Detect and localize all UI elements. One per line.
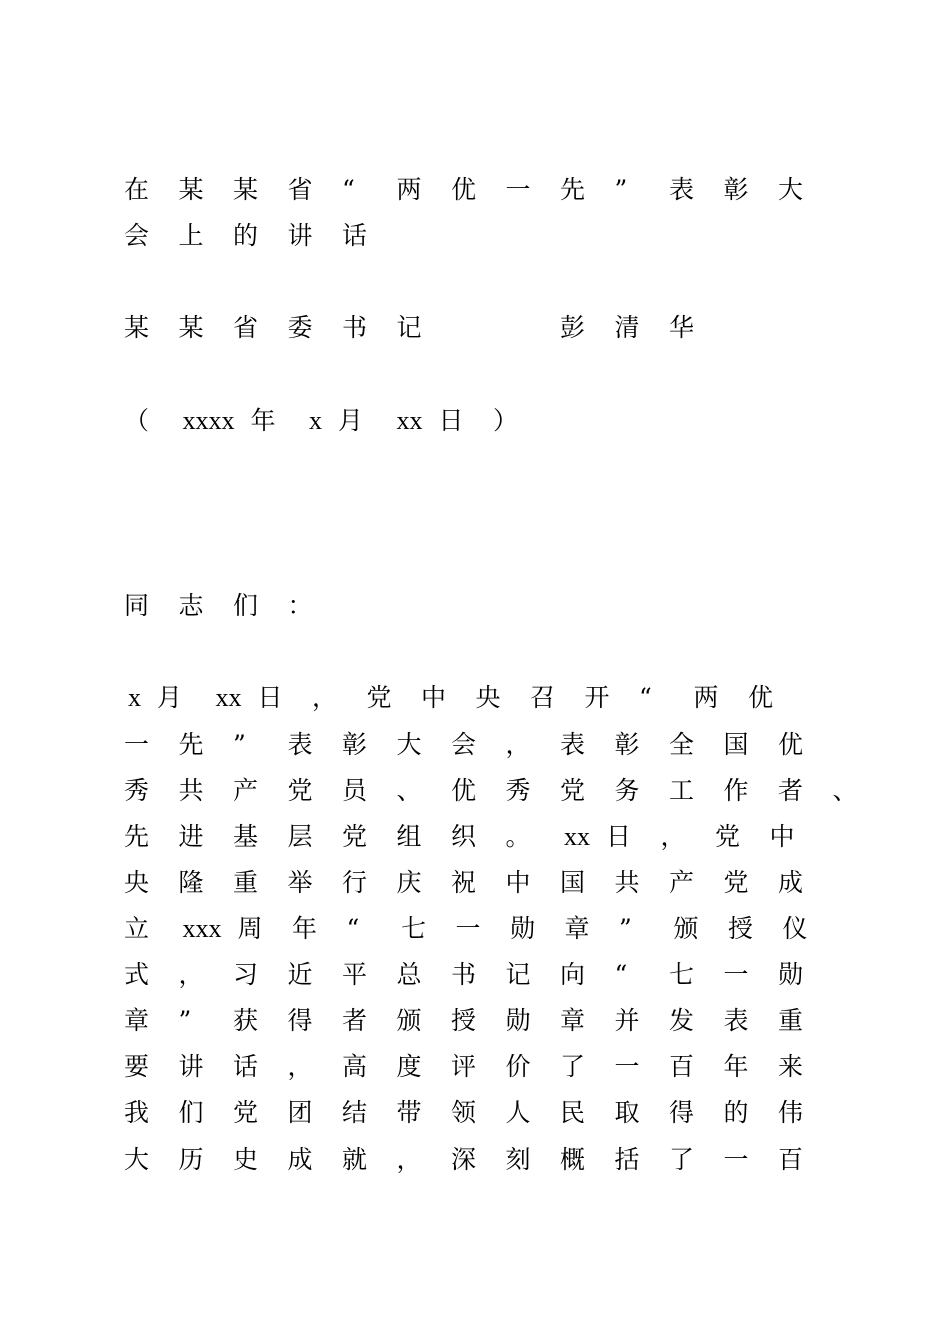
body-line-8: 章 ” 获 得 者 颁 授 勋 章 并 发 表 重 bbox=[124, 1006, 804, 1035]
speaker-line: 某 某 省 委 书 记 彭 清 华 bbox=[124, 313, 695, 342]
title-line-2: 会 上 的 讲 话 bbox=[124, 221, 368, 250]
body-line-6: 立 xxx 周 年 “ 七 一 勋 章 ” 颁 授 仪 bbox=[124, 914, 808, 943]
body-line-10: 我 们 党 团 结 带 领 人 民 取 得 的 伟 bbox=[124, 1098, 804, 1127]
body-line-1: x 月 xx 日 ， 党 中 央 召 开 “ 两 优 bbox=[128, 683, 774, 712]
body-line-5: 央 隆 重 举 行 庆 祝 中 国 共 产 党 成 bbox=[124, 868, 804, 897]
body-line-9: 要 讲 话 ， 高 度 评 价 了 一 百 年 来 bbox=[124, 1052, 804, 1081]
salutation: 同 志 们 ： bbox=[124, 591, 313, 620]
body-line-7: 式 ， 习 近 平 总 书 记 向 “ 七 一 勋 bbox=[124, 960, 804, 989]
date-line: （ xxxx 年 x 月 xx 日 ） bbox=[124, 406, 519, 435]
body-line-2: 一 先 ” 表 彰 大 会 ， 表 彰 全 国 优 bbox=[124, 730, 804, 759]
body-line-3: 秀 共 产 党 员 、 优 秀 党 务 工 作 者 、 bbox=[124, 776, 858, 805]
title-line-1: 在 某 某 省 “ 两 优 一 先 ” 表 彰 大 bbox=[124, 175, 804, 204]
body-line-4: 先 进 基 层 党 组 织 。 xx 日 ， 党 中 bbox=[124, 822, 795, 851]
body-line-11: 大 历 史 成 就 ， 深 刻 概 括 了 一 百 bbox=[124, 1145, 804, 1174]
